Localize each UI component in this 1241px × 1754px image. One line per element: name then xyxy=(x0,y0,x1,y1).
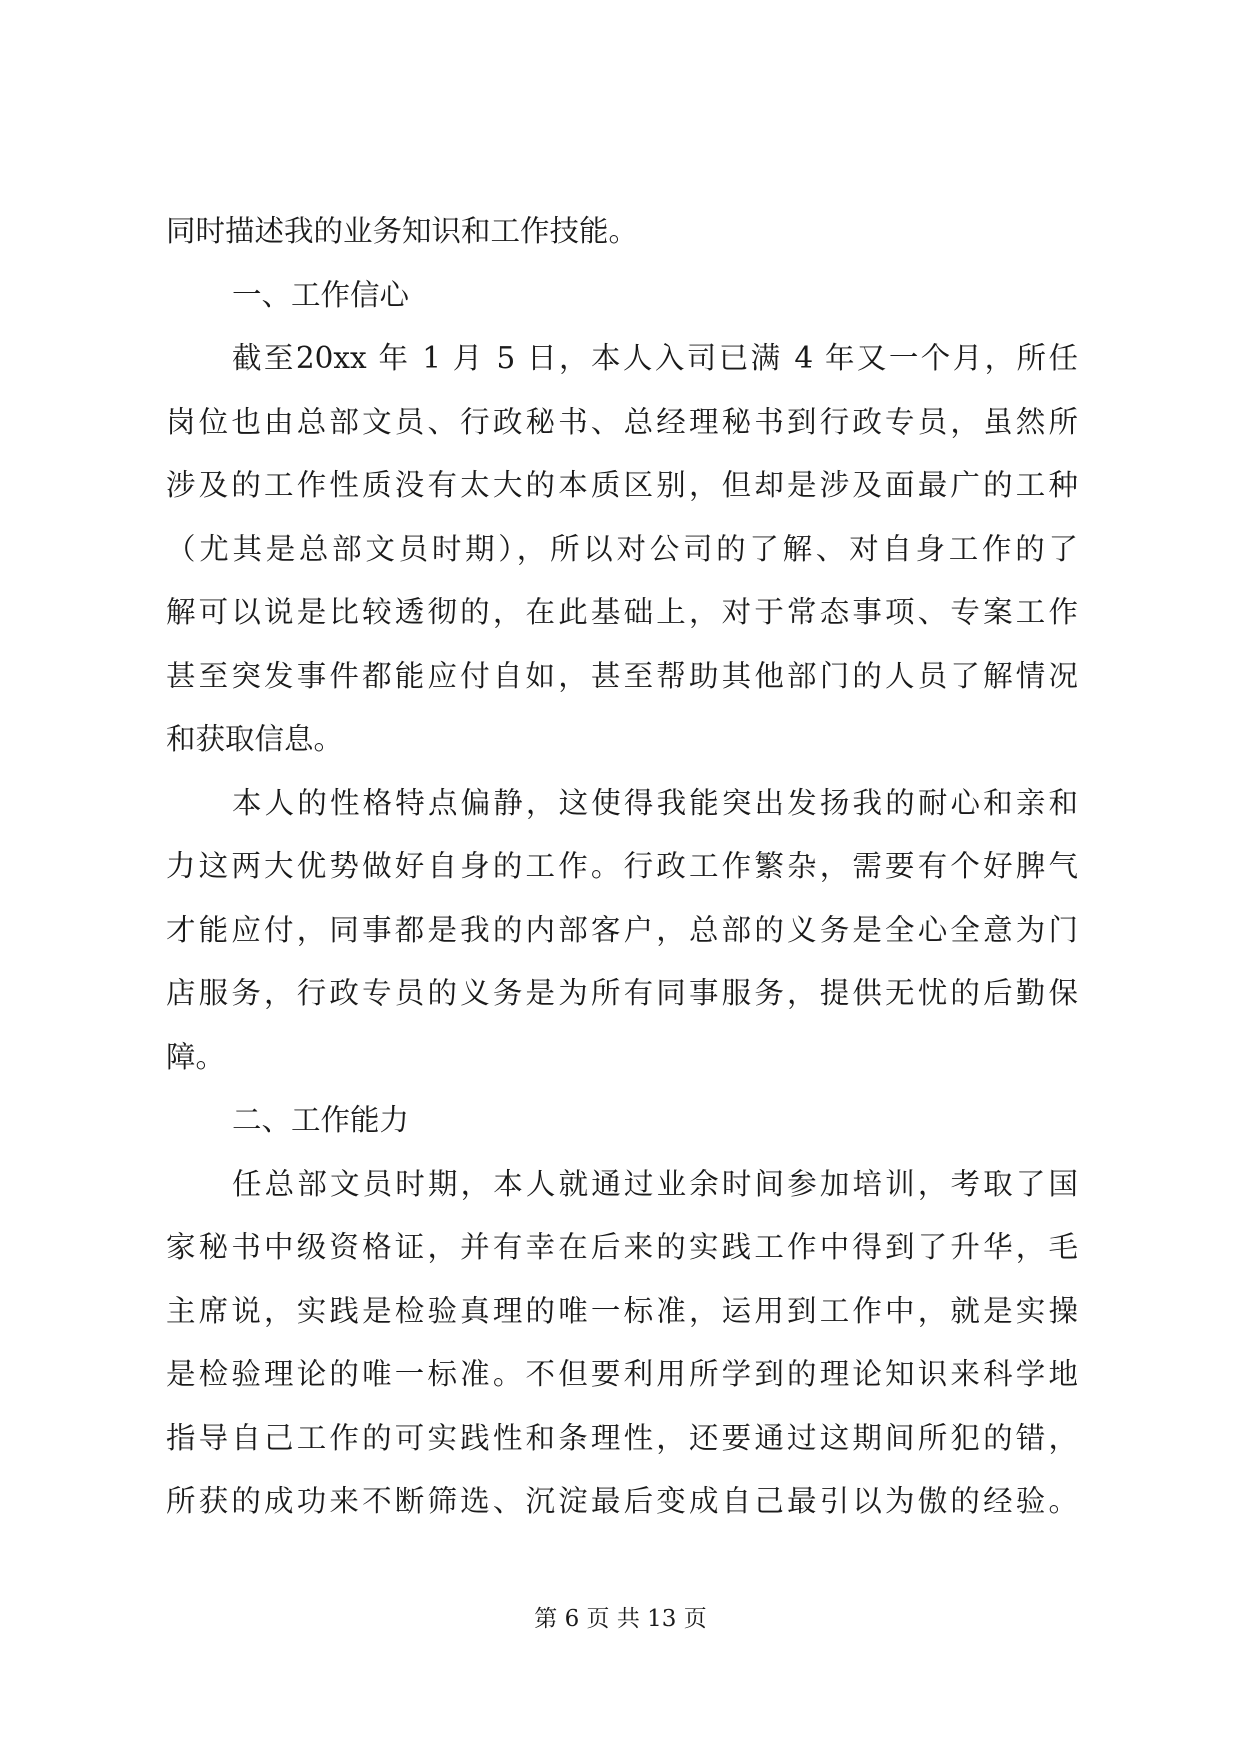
body-text-line: 岗位也由总部文员、行政秘书、总经理秘书到行政专员，虽然所 xyxy=(166,404,1078,439)
body-text-line: （尤其是总部文员时期），所以对公司的了解、对自身工作的了 xyxy=(166,531,1078,566)
body-text-line: 任总部文员时期，本人就通过业余时间参加培训，考取了国 xyxy=(232,1166,1078,1201)
page-footer: 第 6 页 共 13 页 xyxy=(534,1606,707,1632)
body-text-line: 一、工作信心 xyxy=(232,277,410,312)
body-text-line: 才能应付，同事都是我的内部客户，总部的义务是全心全意为门 xyxy=(166,912,1078,947)
body-text-line: 主席说，实践是检验真理的唯一标准，运用到工作中，就是实操 xyxy=(166,1293,1078,1328)
body-text-line: 所获的成功来不断筛选、沉淀最后变成自己最引以为傲的经验。 xyxy=(166,1484,1078,1518)
body-text-line: 甚至突发事件都能应付自如，甚至帮助其他部门的人员了解情况 xyxy=(166,658,1078,693)
document-body xyxy=(166,200,1078,1534)
body-text-line: 力这两大优势做好自身的工作。行政工作繁杂，需要有个好脾气 xyxy=(166,849,1078,883)
body-text-line: 截至20xx 年 1 月 5 日，本人入司已满 4 年又一个月，所任 xyxy=(232,341,1078,375)
body-text-line: 店服务，行政专员的义务是为所有同事服务，提供无忧的后勤保 xyxy=(166,976,1078,1010)
body-text-line: 和获取信息。 xyxy=(166,722,344,756)
body-text-line: 涉及的工作性质没有太大的本质区别，但却是涉及面最广的工种 xyxy=(166,468,1078,502)
body-text-line: 二、工作能力 xyxy=(232,1103,410,1137)
body-text-line: 本人的性格特点偏静，这使得我能突出发扬我的耐心和亲和 xyxy=(232,785,1078,820)
body-text-line: 家秘书中级资格证，并有幸在后来的实践工作中得到了升华，毛 xyxy=(166,1230,1078,1264)
body-text-line: 指导自己工作的可实践性和条理性，还要通过这期间所犯的错， xyxy=(166,1420,1078,1455)
body-text-line: 解可以说是比较透彻的，在此基础上，对于常态事项、专案工作 xyxy=(166,595,1078,629)
body-text-line: 障。 xyxy=(166,1039,226,1074)
body-text-line: 是检验理论的唯一标准。不但要利用所学到的理论知识来科学地 xyxy=(166,1357,1078,1391)
body-text-line: 同时描述我的业务知识和工作技能。 xyxy=(166,214,639,248)
